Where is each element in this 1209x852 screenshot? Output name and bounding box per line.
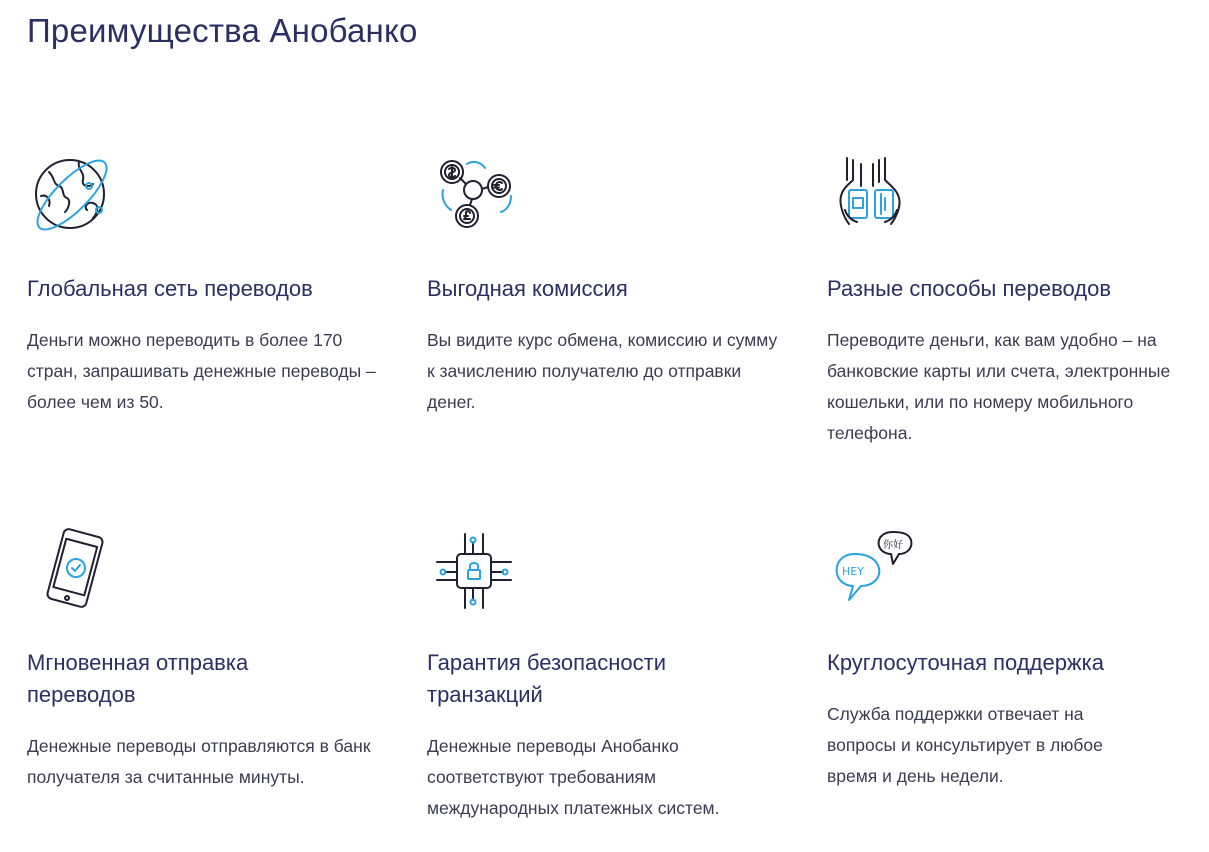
feature-description: Переводите деньги, как вам удобно – на банковские карты или счета, электронные кошельки, или по номеру мобильного телефона. [827, 330, 1171, 443]
feature-description: Вы видите курс обмена, комиссию и сумму к зачислению получателю до отправки денег. [427, 330, 778, 412]
globe-icon [27, 150, 117, 240]
smartphone-check-icon [27, 524, 117, 614]
feature-description: Деньги можно переводить в более 170 стран, запрашивать денежные переводы – более чем из 50. [27, 330, 376, 412]
feature-description: Денежные переводы Анобанко соответствуют требованиям международных платежных систем. [427, 736, 720, 818]
feature-title: Выгодная комиссия [427, 276, 628, 301]
hands-cards-icon [827, 150, 917, 240]
speech-bubbles-icon [827, 524, 917, 614]
feature-global-network [27, 150, 387, 412]
feature-transfer-methods [827, 150, 1192, 443]
feature-instant-transfer [27, 524, 387, 787]
bubble-nihao-text: 你好 [883, 540, 903, 551]
chip-lock-icon [427, 524, 517, 614]
feature-commission [427, 150, 787, 412]
feature-support [827, 524, 1187, 786]
feature-description: Служба поддержки отвечает на вопросы и консультирует в любое время и день недели. [827, 704, 1103, 786]
feature-title: Круглосуточная поддержка [827, 650, 1104, 675]
currency-coins-icon [427, 150, 517, 240]
feature-title: Гарантия безопасности транзакций [427, 650, 667, 707]
feature-description: Денежные переводы отправляются в банк получателя за считанные минуты. [27, 736, 371, 787]
feature-title: Мгновенная отправка переводов [27, 650, 249, 707]
feature-title: Разные способы переводов [827, 276, 1112, 301]
feature-security [427, 524, 787, 818]
feature-title: Глобальная сеть переводов [27, 276, 313, 301]
bubble-hey-text: HEY [842, 565, 864, 578]
page-title: Преимущества Анобанко [27, 12, 418, 49]
